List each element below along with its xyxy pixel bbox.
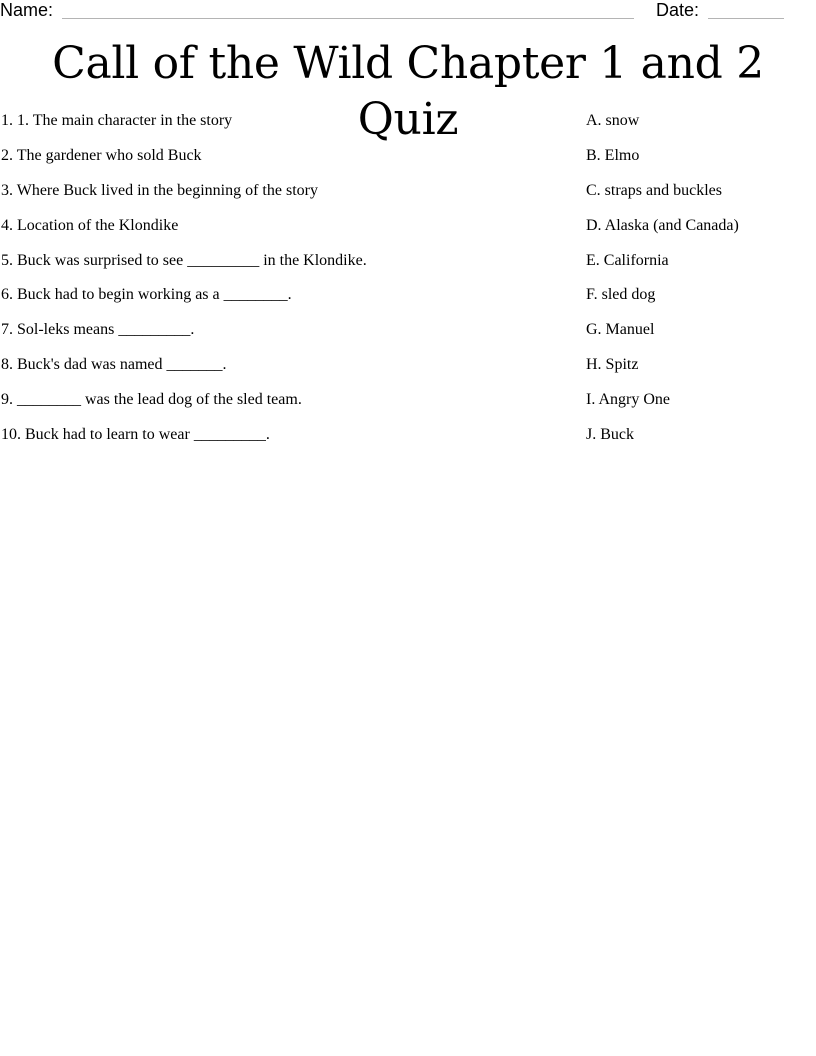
answer-choice: E. California: [586, 251, 669, 269]
matching-quiz: [0, 108, 816, 457]
answer-choice: A. snow: [586, 112, 640, 129]
quiz-row: [0, 178, 816, 213]
quiz-row: [0, 352, 816, 387]
question-item: 7. Sol-leks means _________.: [1, 321, 195, 339]
answer-choice: D. Alaska (and Canada): [586, 216, 739, 234]
question-item: 1. 1. The main character in the story: [1, 112, 233, 129]
page-title: Call of the Wild Chapter 1 and 2 Quiz: [52, 38, 764, 145]
question-item: 5. Buck was surprised to see _________ in the Klondike.: [1, 251, 367, 269]
name-label: Name:: [0, 0, 54, 20]
answer-choice: J. Buck: [586, 426, 634, 444]
answer-choice: G. Manuel: [586, 321, 655, 339]
quiz-row: [0, 317, 816, 352]
quiz-row: [0, 213, 816, 248]
question-item: 8. Buck's dad was named _______.: [1, 356, 227, 374]
worksheet-header: [0, 0, 816, 24]
answer-choice: F. sled dog: [586, 286, 656, 304]
question-item: 6. Buck had to begin working as a ________.: [1, 286, 292, 304]
question-item: 4. Location of the Klondike: [1, 216, 179, 234]
question-item: 9. ________ was the lead dog of the sled team.: [1, 391, 302, 409]
date-label: Date:: [656, 0, 700, 20]
quiz-row: [0, 248, 816, 283]
answer-choice: H. Spitz: [586, 356, 639, 374]
quiz-row: [0, 387, 816, 422]
quiz-row: [0, 282, 816, 317]
quiz-row: [0, 108, 816, 143]
question-item: 10. Buck had to learn to wear _________.: [1, 426, 270, 444]
answer-choice: C. straps and buckles: [586, 181, 722, 199]
answer-choice: I. Angry One: [586, 391, 670, 409]
name-blank-line[interactable]: [62, 18, 634, 19]
question-item: 2. The gardener who sold Buck: [1, 146, 202, 164]
question-item: 3. Where Buck lived in the beginning of the story: [1, 181, 318, 199]
quiz-row: [0, 143, 816, 178]
date-blank-line[interactable]: [708, 18, 784, 19]
quiz-row: [0, 422, 816, 457]
answer-choice: B. Elmo: [586, 146, 640, 164]
